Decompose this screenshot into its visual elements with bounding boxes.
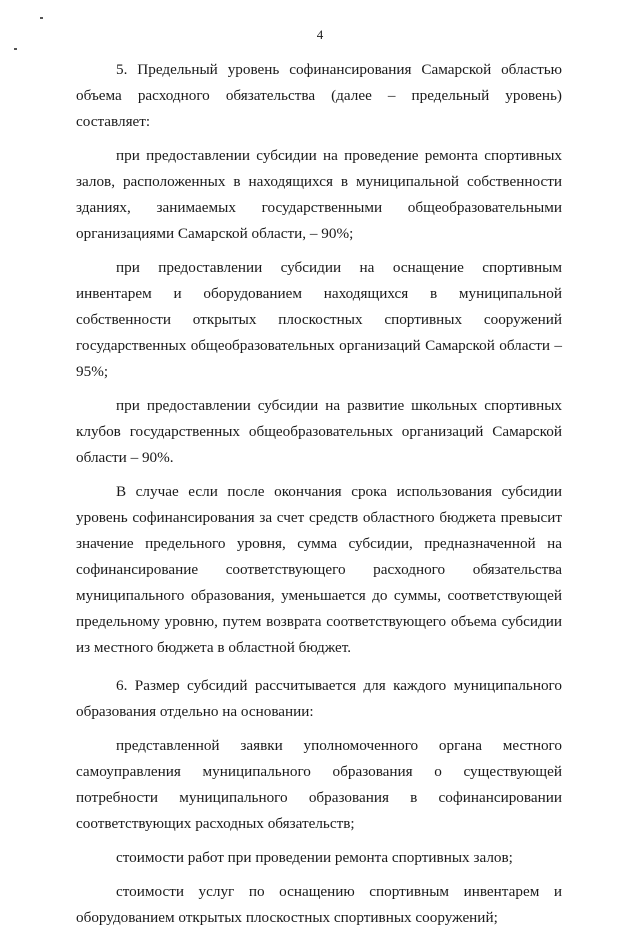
paragraph-5-intro: 5. Предельный уровень софинансирования Самарской областью объема расходного обязательства (далее – предельный уровень) составляет: <box>76 61 562 130</box>
scan-mark <box>40 17 43 19</box>
paragraph-service-cost: стоимости услуг по оснащению спортивным инвентарем и оборудованием открытых плоскостных спортивных сооружений; <box>76 883 562 926</box>
paragraph-application: представленной заявки уполномоченного органа местного самоуправления муниципального образования о существующей потребности муниципального образования в софинансировании соответствующих расходных обязательств; <box>76 737 562 832</box>
paragraph-gym-repair: при предоставлении субсидии на проведение ремонта спортивных залов, расположенных в находящихся в муниципальной собственности зданиях, занимаемых государственными общеобразовательными организациями Самарской области, – 90%; <box>76 147 562 242</box>
paragraph-6-intro: 6. Размер субсидий рассчитывается для каждого муниципального образования отдельно на основании: <box>76 677 562 720</box>
paragraph-excess-case: В случае если после окончания срока использования субсидии уровень софинансирования за счет средств областного бюджета превысит значение предельного уровня, сумма субсидии, предназначенной на софинансирование соответствующего расходного обязательства муниципального образования, уменьшается до суммы, соответствующей предельному уровню, путем возврата соответствующего объема субсидии из местного бюджета в областной бюджет. <box>76 483 562 656</box>
document-body <box>76 57 562 939</box>
paragraph-equipment: при предоставлении субсидии на оснащение спортивным инвентарем и оборудованием находящихся в муниципальной собственности открытых плоскостных спортивных сооружений государственных общеобразовательных организаций Самарской области – 95%; <box>76 259 562 380</box>
paragraph-school-clubs: при предоставлении субсидии на развитие школьных спортивных клубов государственных общеобразовательных организаций Самарской области – 90%. <box>76 397 562 466</box>
paragraph-work-cost: стоимости работ при проведении ремонта спортивных залов; <box>116 849 513 866</box>
page-number: 4 <box>316 27 324 42</box>
scan-mark <box>14 48 17 50</box>
